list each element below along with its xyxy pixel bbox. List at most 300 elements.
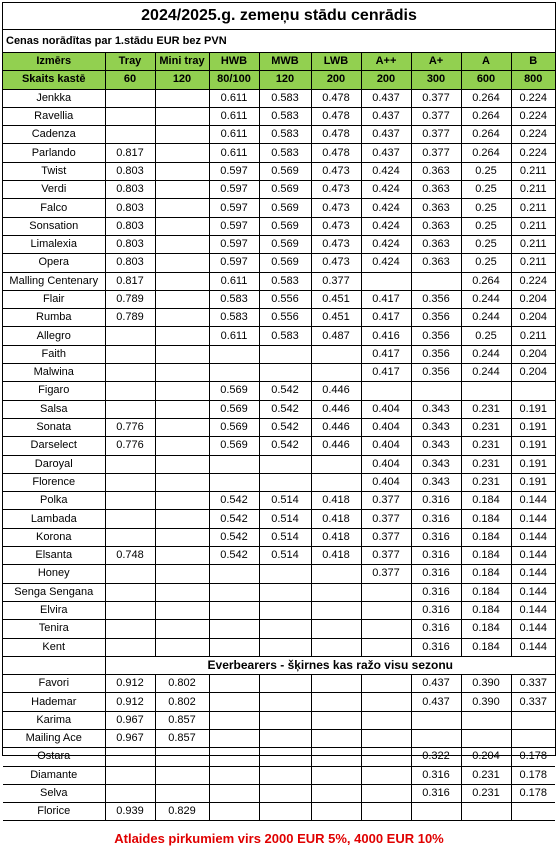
price-cell: 0.418 xyxy=(311,528,361,546)
price-cell: 0.473 xyxy=(311,217,361,235)
price-cell: 0.478 xyxy=(311,89,361,107)
price-cell xyxy=(155,638,209,656)
variety-name: Mailing Ace xyxy=(3,729,105,747)
variety-name: Tenira xyxy=(3,620,105,638)
header-cell: A xyxy=(461,53,511,71)
price-cell xyxy=(155,766,209,784)
price-cell xyxy=(155,748,209,766)
price-cell xyxy=(105,784,155,802)
price-cell: 0.776 xyxy=(105,418,155,436)
price-cell xyxy=(155,254,209,272)
price-cell: 0.542 xyxy=(209,510,259,528)
price-cell: 0.316 xyxy=(411,638,461,656)
price-cell xyxy=(155,235,209,253)
price-cell: 0.569 xyxy=(209,400,259,418)
table-row xyxy=(3,254,555,272)
price-cell xyxy=(155,309,209,327)
price-cell: 0.556 xyxy=(259,290,311,308)
price-cell: 0.569 xyxy=(209,382,259,400)
header-cell: HWB xyxy=(209,53,259,71)
price-cell: 0.437 xyxy=(361,89,411,107)
price-cell: 0.424 xyxy=(361,181,411,199)
price-cell: 0.25 xyxy=(461,254,511,272)
price-cell: 0.343 xyxy=(411,455,461,473)
price-cell: 0.211 xyxy=(511,327,555,345)
price-cell: 0.597 xyxy=(209,162,259,180)
price-cell: 0.343 xyxy=(411,437,461,455)
price-cell xyxy=(155,601,209,619)
price-cell xyxy=(411,803,461,821)
price-cell xyxy=(511,803,555,821)
variety-name: Elvira xyxy=(3,601,105,619)
price-cell: 0.776 xyxy=(105,437,155,455)
price-cell: 0.583 xyxy=(259,107,311,125)
price-cell: 0.356 xyxy=(411,309,461,327)
table-row xyxy=(3,766,555,784)
price-cell: 0.231 xyxy=(461,473,511,491)
price-cell xyxy=(209,364,259,382)
variety-name: Twist xyxy=(3,162,105,180)
price-cell: 0.184 xyxy=(461,583,511,601)
price-cell: 0.569 xyxy=(259,235,311,253)
price-cell xyxy=(155,382,209,400)
price-cell: 0.417 xyxy=(361,309,411,327)
price-cell: 0.542 xyxy=(259,418,311,436)
price-cell: 0.478 xyxy=(311,107,361,125)
price-cell: 0.418 xyxy=(311,510,361,528)
price-cell: 0.144 xyxy=(511,547,555,565)
table-row xyxy=(3,510,555,528)
price-cell xyxy=(411,272,461,290)
price-cell xyxy=(361,693,411,711)
price-cell: 0.583 xyxy=(209,290,259,308)
price-cell xyxy=(209,565,259,583)
variety-name: Salsa xyxy=(3,400,105,418)
variety-name: Daroyal xyxy=(3,455,105,473)
price-cell: 0.817 xyxy=(105,272,155,290)
price-cell: 0.25 xyxy=(461,235,511,253)
price-cell: 0.417 xyxy=(361,364,411,382)
price-cell: 0.377 xyxy=(411,107,461,125)
price-cell: 0.356 xyxy=(411,345,461,363)
price-cell xyxy=(105,126,155,144)
price-cell: 0.224 xyxy=(511,89,555,107)
price-cell: 0.556 xyxy=(259,309,311,327)
price-cell: 0.184 xyxy=(461,547,511,565)
header-cell: Skaits kastē xyxy=(3,71,105,89)
price-cell: 0.25 xyxy=(461,217,511,235)
variety-name: Malling Centenary xyxy=(3,272,105,290)
price-cell xyxy=(361,382,411,400)
variety-name: Parlando xyxy=(3,144,105,162)
price-cell: 0.377 xyxy=(361,565,411,583)
price-cell: 0.184 xyxy=(461,601,511,619)
variety-name: Sonata xyxy=(3,418,105,436)
price-cell xyxy=(259,748,311,766)
price-cell xyxy=(209,455,259,473)
price-cell: 0.583 xyxy=(259,327,311,345)
price-cell: 0.611 xyxy=(209,126,259,144)
price-cell: 0.514 xyxy=(259,492,311,510)
variety-name: Diamante xyxy=(3,766,105,784)
price-cell xyxy=(105,766,155,784)
header-cell: A++ xyxy=(361,53,411,71)
price-cell xyxy=(361,583,411,601)
price-cell: 0.363 xyxy=(411,235,461,253)
price-cell: 0.264 xyxy=(461,89,511,107)
price-cell: 0.363 xyxy=(411,217,461,235)
price-cell xyxy=(105,345,155,363)
price-cell xyxy=(259,455,311,473)
price-cell: 0.446 xyxy=(311,418,361,436)
price-cell: 0.939 xyxy=(105,803,155,821)
price-cell xyxy=(105,528,155,546)
price-cell: 0.25 xyxy=(461,181,511,199)
price-cell xyxy=(461,711,511,729)
header-cell: 80/100 xyxy=(209,71,259,89)
price-cell: 0.514 xyxy=(259,510,311,528)
table-row xyxy=(3,620,555,638)
price-cell: 0.316 xyxy=(411,492,461,510)
variety-name: Honey xyxy=(3,565,105,583)
price-cell xyxy=(155,181,209,199)
price-cell: 0.478 xyxy=(311,144,361,162)
price-cell xyxy=(209,748,259,766)
price-cell: 0.569 xyxy=(209,418,259,436)
price-cell: 0.446 xyxy=(311,400,361,418)
table-row xyxy=(3,418,555,436)
price-cell xyxy=(155,107,209,125)
price-cell xyxy=(259,693,311,711)
price-cell: 0.417 xyxy=(361,345,411,363)
price-cell xyxy=(511,729,555,747)
price-cell: 0.437 xyxy=(411,675,461,693)
variety-name: Darselect xyxy=(3,437,105,455)
variety-name: Faith xyxy=(3,345,105,363)
price-cell: 0.611 xyxy=(209,89,259,107)
price-cell: 0.178 xyxy=(511,766,555,784)
blank-cell xyxy=(3,656,105,674)
variety-name: Hademar xyxy=(3,693,105,711)
price-cell: 0.363 xyxy=(411,199,461,217)
price-cell: 0.211 xyxy=(511,181,555,199)
price-cell: 0.597 xyxy=(209,254,259,272)
price-cell: 0.377 xyxy=(361,547,411,565)
price-cell xyxy=(155,272,209,290)
price-cell: 0.803 xyxy=(105,254,155,272)
table-row xyxy=(3,144,555,162)
price-cell xyxy=(155,418,209,436)
table-row xyxy=(3,693,555,711)
price-cell xyxy=(259,565,311,583)
price-cell: 0.244 xyxy=(461,290,511,308)
price-cell xyxy=(105,638,155,656)
price-cell xyxy=(105,583,155,601)
price-cell: 0.356 xyxy=(411,327,461,345)
price-cell: 0.316 xyxy=(411,510,461,528)
header-cell: 800 xyxy=(511,71,555,89)
price-cell: 0.967 xyxy=(105,729,155,747)
price-cell: 0.25 xyxy=(461,162,511,180)
price-cell xyxy=(155,199,209,217)
price-cell xyxy=(361,748,411,766)
price-cell: 0.144 xyxy=(511,601,555,619)
price-cell xyxy=(155,400,209,418)
price-cell: 0.144 xyxy=(511,620,555,638)
price-cell: 0.337 xyxy=(511,675,555,693)
price-cell xyxy=(311,711,361,729)
price-cell xyxy=(259,803,311,821)
price-cell xyxy=(155,492,209,510)
price-cell: 0.377 xyxy=(411,126,461,144)
price-cell xyxy=(209,784,259,802)
table-row xyxy=(3,748,555,766)
price-cell: 0.446 xyxy=(311,437,361,455)
price-cell xyxy=(311,565,361,583)
table-row xyxy=(3,803,555,821)
price-cell xyxy=(259,638,311,656)
header-cell: Tray xyxy=(105,53,155,71)
price-cell: 0.211 xyxy=(511,254,555,272)
price-cell xyxy=(209,729,259,747)
price-cell: 0.451 xyxy=(311,309,361,327)
price-cell: 0.569 xyxy=(259,199,311,217)
price-cell: 0.437 xyxy=(411,693,461,711)
price-cell: 0.224 xyxy=(511,272,555,290)
price-cell xyxy=(105,748,155,766)
header-cell: 120 xyxy=(259,71,311,89)
table-row xyxy=(3,583,555,601)
table-row xyxy=(3,199,555,217)
price-cell: 0.803 xyxy=(105,181,155,199)
section-row xyxy=(3,656,555,674)
price-cell: 0.473 xyxy=(311,199,361,217)
price-cell xyxy=(361,729,411,747)
price-cell: 0.231 xyxy=(461,437,511,455)
price-cell: 0.542 xyxy=(209,528,259,546)
header-cell: 120 xyxy=(155,71,209,89)
price-cell: 0.316 xyxy=(411,565,461,583)
price-cell: 0.583 xyxy=(259,144,311,162)
price-cell: 0.343 xyxy=(411,400,461,418)
variety-name: Rumba xyxy=(3,309,105,327)
variety-name: Falco xyxy=(3,199,105,217)
price-cell: 0.363 xyxy=(411,162,461,180)
price-cell: 0.191 xyxy=(511,437,555,455)
price-cell: 0.144 xyxy=(511,565,555,583)
table-row xyxy=(3,784,555,802)
price-sheet xyxy=(2,2,556,847)
price-cell: 0.211 xyxy=(511,162,555,180)
price-cell: 0.390 xyxy=(461,675,511,693)
price-cell: 0.418 xyxy=(311,547,361,565)
price-cell: 0.803 xyxy=(105,217,155,235)
header-cell: 600 xyxy=(461,71,511,89)
price-cell xyxy=(311,473,361,491)
table-row xyxy=(3,382,555,400)
price-cell: 0.144 xyxy=(511,528,555,546)
price-note: Cenas norādītas par 1.stādu EUR bez PVN xyxy=(3,30,555,53)
price-cell xyxy=(311,620,361,638)
price-cell xyxy=(311,583,361,601)
price-cell xyxy=(411,711,461,729)
price-cell: 0.404 xyxy=(361,400,411,418)
table-row xyxy=(3,638,555,656)
price-cell: 0.597 xyxy=(209,235,259,253)
price-cell xyxy=(105,364,155,382)
price-cell xyxy=(155,217,209,235)
price-cell: 0.473 xyxy=(311,254,361,272)
price-cell: 0.583 xyxy=(259,89,311,107)
price-cell xyxy=(311,729,361,747)
table-row xyxy=(3,181,555,199)
price-cell: 0.829 xyxy=(155,803,209,821)
price-cell: 0.583 xyxy=(259,126,311,144)
price-cell xyxy=(411,382,461,400)
price-cell: 0.569 xyxy=(259,217,311,235)
price-cell: 0.211 xyxy=(511,199,555,217)
header-cell: LWB xyxy=(311,53,361,71)
price-cell xyxy=(209,601,259,619)
price-cell: 0.611 xyxy=(209,327,259,345)
price-cell xyxy=(209,473,259,491)
price-cell: 0.542 xyxy=(259,437,311,455)
price-cell xyxy=(155,290,209,308)
price-cell: 0.569 xyxy=(259,254,311,272)
table-row xyxy=(3,675,555,693)
price-cell: 0.789 xyxy=(105,309,155,327)
price-cell: 0.803 xyxy=(105,162,155,180)
price-cell: 0.597 xyxy=(209,181,259,199)
header-cell: Mini tray xyxy=(155,53,209,71)
price-cell: 0.178 xyxy=(511,748,555,766)
price-cell: 0.244 xyxy=(461,345,511,363)
price-cell: 0.569 xyxy=(209,437,259,455)
price-cell: 0.343 xyxy=(411,473,461,491)
price-cell: 0.231 xyxy=(461,784,511,802)
price-cell: 0.404 xyxy=(361,418,411,436)
price-cell: 0.264 xyxy=(461,126,511,144)
price-cell: 0.912 xyxy=(105,693,155,711)
price-cell xyxy=(155,510,209,528)
price-cell xyxy=(209,766,259,784)
header-row-size xyxy=(3,53,555,71)
price-cell xyxy=(361,784,411,802)
price-cell: 0.451 xyxy=(311,290,361,308)
price-cell: 0.316 xyxy=(411,547,461,565)
price-cell xyxy=(361,803,411,821)
price-cell xyxy=(105,382,155,400)
price-cell: 0.204 xyxy=(511,309,555,327)
price-cell xyxy=(361,601,411,619)
price-cell: 0.377 xyxy=(361,492,411,510)
price-cell xyxy=(155,528,209,546)
header-cell: Izmērs xyxy=(3,53,105,71)
price-cell: 0.343 xyxy=(411,418,461,436)
variety-name: Sonsation xyxy=(3,217,105,235)
header-cell: 200 xyxy=(311,71,361,89)
price-cell: 0.611 xyxy=(209,272,259,290)
price-cell: 0.322 xyxy=(411,748,461,766)
price-cell: 0.542 xyxy=(209,492,259,510)
price-cell: 0.473 xyxy=(311,162,361,180)
price-cell: 0.418 xyxy=(311,492,361,510)
variety-name: Cadenza xyxy=(3,126,105,144)
table-row xyxy=(3,217,555,235)
price-cell xyxy=(311,364,361,382)
price-cell xyxy=(361,638,411,656)
price-cell: 0.316 xyxy=(411,583,461,601)
table-row xyxy=(3,162,555,180)
price-cell: 0.803 xyxy=(105,199,155,217)
price-cell xyxy=(259,364,311,382)
variety-name: Korona xyxy=(3,528,105,546)
price-cell: 0.144 xyxy=(511,583,555,601)
price-cell xyxy=(511,711,555,729)
price-cell: 0.542 xyxy=(259,400,311,418)
price-cell: 0.184 xyxy=(461,565,511,583)
header-cell: 300 xyxy=(411,71,461,89)
price-cell xyxy=(311,345,361,363)
price-cell xyxy=(155,364,209,382)
price-cell xyxy=(155,784,209,802)
price-cell xyxy=(311,748,361,766)
price-cell: 0.478 xyxy=(311,126,361,144)
table-row xyxy=(3,547,555,565)
header-cell: MWB xyxy=(259,53,311,71)
price-cell xyxy=(105,107,155,125)
price-cell: 0.264 xyxy=(461,107,511,125)
price-cell xyxy=(259,345,311,363)
price-cell xyxy=(311,675,361,693)
price-cell xyxy=(259,711,311,729)
price-cell: 0.789 xyxy=(105,290,155,308)
price-cell: 0.802 xyxy=(155,693,209,711)
price-cell xyxy=(155,437,209,455)
price-cell xyxy=(105,455,155,473)
price-cell: 0.377 xyxy=(361,510,411,528)
table-row xyxy=(3,711,555,729)
price-cell xyxy=(155,620,209,638)
variety-name: Figaro xyxy=(3,382,105,400)
price-cell xyxy=(155,473,209,491)
price-cell: 0.569 xyxy=(259,162,311,180)
price-cell: 0.316 xyxy=(411,620,461,638)
price-cell xyxy=(155,455,209,473)
price-cell xyxy=(105,327,155,345)
price-cell: 0.446 xyxy=(311,382,361,400)
variety-name: Limalexia xyxy=(3,235,105,253)
price-cell: 0.224 xyxy=(511,107,555,125)
price-cell xyxy=(209,675,259,693)
price-cell xyxy=(209,620,259,638)
price-cell: 0.184 xyxy=(461,492,511,510)
section-label: Everbearers - šķirnes kas ražo visu sezonu xyxy=(105,656,555,674)
price-cell xyxy=(311,638,361,656)
table-row xyxy=(3,272,555,290)
price-cell: 0.25 xyxy=(461,327,511,345)
price-cell xyxy=(155,547,209,565)
price-cell xyxy=(259,729,311,747)
price-cell: 0.377 xyxy=(411,89,461,107)
price-cell xyxy=(105,400,155,418)
price-cell: 0.817 xyxy=(105,144,155,162)
variety-name: Florice xyxy=(3,803,105,821)
price-cell: 0.404 xyxy=(361,437,411,455)
price-cell: 0.231 xyxy=(461,400,511,418)
price-cell xyxy=(361,272,411,290)
price-cell xyxy=(511,382,555,400)
